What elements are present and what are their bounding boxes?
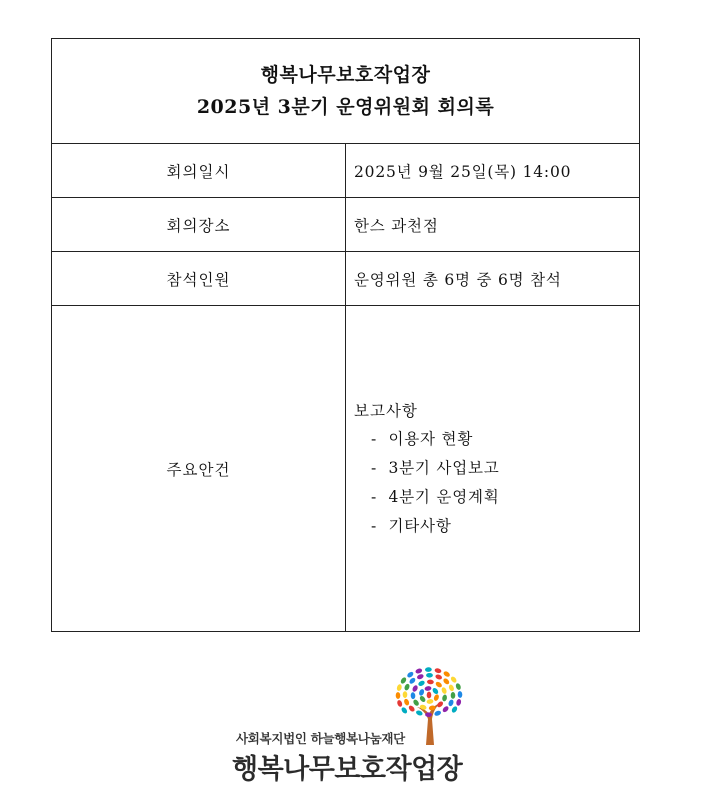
value-attendees: 운영위원 총 6명 중 6명 참석 <box>346 252 640 306</box>
row-meeting-datetime <box>52 144 640 198</box>
leaf-dot <box>415 668 423 675</box>
leaf-dot <box>448 699 455 707</box>
leaf-dot <box>451 705 459 713</box>
agenda-item: - 기타사항 <box>371 512 639 541</box>
leaf-dot <box>442 694 448 702</box>
leaf-dot <box>396 699 403 707</box>
title-cell <box>52 39 640 144</box>
leaf-dot <box>412 699 420 707</box>
leaf-dot <box>419 695 427 703</box>
leaf-dot <box>396 692 401 699</box>
leaf-dot <box>433 694 440 702</box>
leaf-dot <box>448 684 455 692</box>
label-attendees: 참석인원 <box>52 252 346 306</box>
leaf-dot <box>408 677 416 685</box>
leaf-dot <box>431 687 439 695</box>
row-attendees <box>52 252 640 306</box>
leaf-dot <box>441 687 448 695</box>
leaf-dot <box>451 692 456 699</box>
agenda-item: - 이용자 현황 <box>371 425 639 454</box>
label-agenda: 주요안건 <box>52 306 346 632</box>
document-title: 2025년 3분기 운영위원회 회의록 <box>196 96 495 118</box>
leaf-dot <box>403 698 410 706</box>
leaf-dot <box>415 710 423 717</box>
label-meeting-datetime: 회의일시 <box>52 144 346 198</box>
agenda-item: - 4분기 운영계획 <box>371 483 639 512</box>
leaf-dot <box>455 683 462 691</box>
leaf-dot <box>400 706 408 714</box>
leaf-dot <box>428 705 436 711</box>
row-agenda <box>52 306 640 632</box>
leaf-dot <box>426 673 433 678</box>
leaf-dot <box>408 705 416 713</box>
leaf-dot <box>442 677 450 685</box>
label-meeting-place: 회의장소 <box>52 198 346 252</box>
agenda-content <box>346 306 640 632</box>
leaf-dot <box>426 699 433 705</box>
leaf-dot <box>425 667 432 672</box>
leaf-dot <box>403 691 408 698</box>
value-meeting-place: 한스 과천점 <box>346 198 640 252</box>
leaf-dot <box>411 684 418 692</box>
leaf-dot <box>424 686 431 692</box>
leaf-dot <box>400 676 408 684</box>
leaf-dot <box>418 688 425 696</box>
leaf-dot <box>406 671 414 679</box>
leaf-dot <box>458 691 463 698</box>
agenda-heading: 보고사항 <box>354 401 418 420</box>
leaf-dot <box>419 704 427 711</box>
minutes-table <box>51 38 640 632</box>
leaf-dot <box>434 710 442 717</box>
leaf-dot <box>404 683 411 691</box>
leaf-dot <box>434 668 442 674</box>
logo-org-name: 행복나무보호작업장 <box>232 754 463 785</box>
leaf-dot <box>396 684 402 692</box>
leaf-dot <box>450 676 458 684</box>
organization-logo <box>228 667 478 787</box>
leaf-dot <box>442 705 450 713</box>
foundation-name: 사회복지법인 하늘행복나눔재단 <box>236 731 405 746</box>
value-meeting-datetime: 2025년 9월 25일(목) 14:00 <box>346 144 640 198</box>
leaf-dot <box>435 681 443 689</box>
leaf-dot <box>410 692 415 699</box>
org-title: 행복나무보호작업장 <box>260 64 431 86</box>
leaf-dot <box>416 673 424 680</box>
leaf-dot <box>427 692 432 699</box>
leaf-dot <box>427 679 434 684</box>
leaf-dot <box>417 680 425 687</box>
agenda-list <box>354 425 639 541</box>
leaf-dot <box>443 670 451 678</box>
row-meeting-place <box>52 198 640 252</box>
leaf-dot <box>435 674 443 681</box>
leaf-dot <box>456 699 462 707</box>
agenda-item: - 3분기 사업보고 <box>371 454 639 483</box>
